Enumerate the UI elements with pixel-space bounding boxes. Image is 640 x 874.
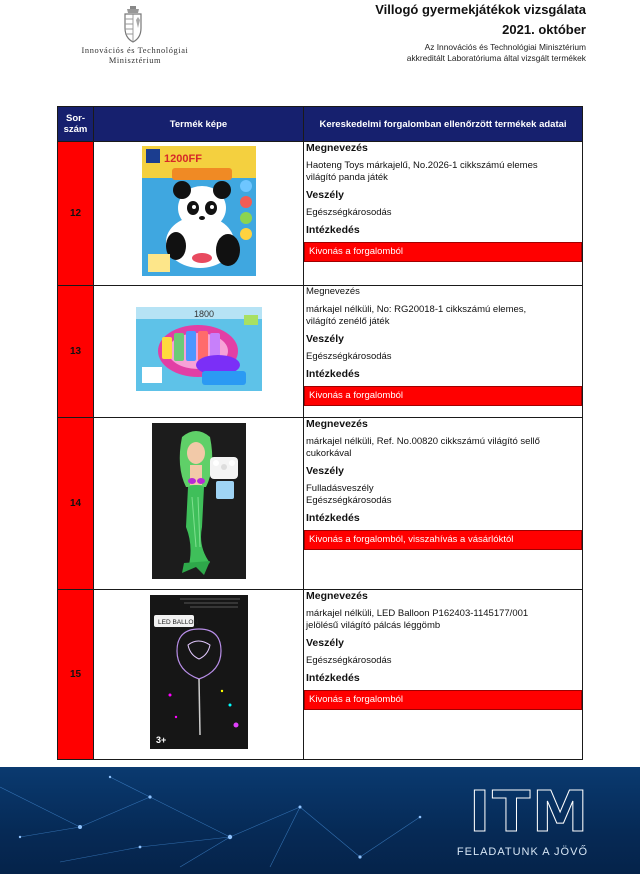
led-balloon-image xyxy=(150,595,248,749)
product-details xyxy=(304,590,583,760)
coat-of-arms-icon xyxy=(121,4,145,44)
product-name: márkajel nélküli, LED Balloon P162403-1145177/001 jelölésű világító pálcás léggömb xyxy=(306,608,529,631)
header-image: Termék képe xyxy=(94,107,304,142)
product-image-cell xyxy=(94,590,304,760)
table-row xyxy=(58,286,583,418)
hazard-value: Fulladásveszély Egészségkárosodás xyxy=(306,483,392,506)
box-label: 1200FF xyxy=(163,153,202,165)
product-name: Haoteng Toys márkajelű, No.2026-1 cikkszámú elemes világító panda játék xyxy=(306,160,538,183)
name-label: Megnevezés xyxy=(306,286,360,297)
product-image-cell xyxy=(94,142,304,286)
footer-slogan: FELADATUNK A JÖVŐ xyxy=(456,846,588,858)
product-name: márkajel nélküli, No: RG20018-1 cikkszámú elemes, világító zenélő játék xyxy=(306,304,527,327)
name-label: Megnevezés xyxy=(306,418,368,430)
action-value: Kivonás a forgalomból xyxy=(304,242,582,262)
hazard-label: Veszély xyxy=(306,189,344,201)
balloon-label: LED BALLON xyxy=(157,619,198,626)
panda-toy-image xyxy=(142,146,256,276)
action-label: Intézkedés xyxy=(306,224,360,236)
hazard-label: Veszély xyxy=(306,333,344,345)
table-row xyxy=(58,142,583,286)
hazard-value: Egészségkárosodás xyxy=(306,207,392,218)
music-toy-image xyxy=(136,307,262,391)
mermaid-toy-image xyxy=(152,423,246,579)
row-number: 12 xyxy=(58,142,94,286)
hazard-label: Veszély xyxy=(306,637,344,649)
action-label: Intézkedés xyxy=(306,672,360,684)
product-table xyxy=(57,106,583,760)
ministry-name xyxy=(60,46,210,66)
footer-banner xyxy=(0,767,640,874)
hazard-value: Egészségkárosodás xyxy=(306,351,392,362)
product-details xyxy=(304,142,583,286)
action-label: Intézkedés xyxy=(306,368,360,380)
action-value: Kivonás a forgalomból xyxy=(304,690,582,710)
product-name: márkajel nélküli, Ref. No.00820 cikkszámú világító sellő cukorkával xyxy=(306,436,540,459)
product-details xyxy=(304,286,583,418)
header-number: Sor- szám xyxy=(58,107,94,142)
name-label: Megnevezés xyxy=(306,590,368,602)
name-label: Megnevezés xyxy=(306,142,368,154)
row-number: 15 xyxy=(58,590,94,760)
header-data: Kereskedelmi forgalomban ellenőrzött termékek adatai xyxy=(304,107,583,142)
subtitle-line-1: Az Innovációs és Technológiai Minisztérium xyxy=(424,42,586,52)
product-details xyxy=(304,418,583,590)
product-image-cell xyxy=(94,286,304,418)
document-date: 2021. október xyxy=(502,22,586,37)
action-label: Intézkedés xyxy=(306,512,360,524)
box-label: 1800 xyxy=(193,309,214,319)
table-row xyxy=(58,590,583,760)
ministry-line-1: Innovációs és Technológiai xyxy=(81,46,189,55)
table-row xyxy=(58,418,583,590)
hazard-value: Egészségkárosodás xyxy=(306,655,392,666)
action-value: Kivonás a forgalomból xyxy=(304,386,582,406)
itm-logo: ITM xyxy=(469,780,590,845)
ministry-line-2: Minisztérium xyxy=(108,56,162,65)
row-number: 13 xyxy=(58,286,94,418)
age-label: 3+ xyxy=(155,735,166,745)
hazard-label: Veszély xyxy=(306,465,344,477)
subtitle-line-2: akkreditált Laboratóriuma által vizsgált termékek xyxy=(406,52,586,63)
product-image-cell xyxy=(94,418,304,590)
row-number: 14 xyxy=(58,418,94,590)
document-subtitle xyxy=(407,42,586,63)
action-value: Kivonás a forgalomból, visszahívás a vásárlóktól xyxy=(304,530,582,550)
document-title: Villogó gyermekjátékok vizsgálata xyxy=(375,2,586,17)
